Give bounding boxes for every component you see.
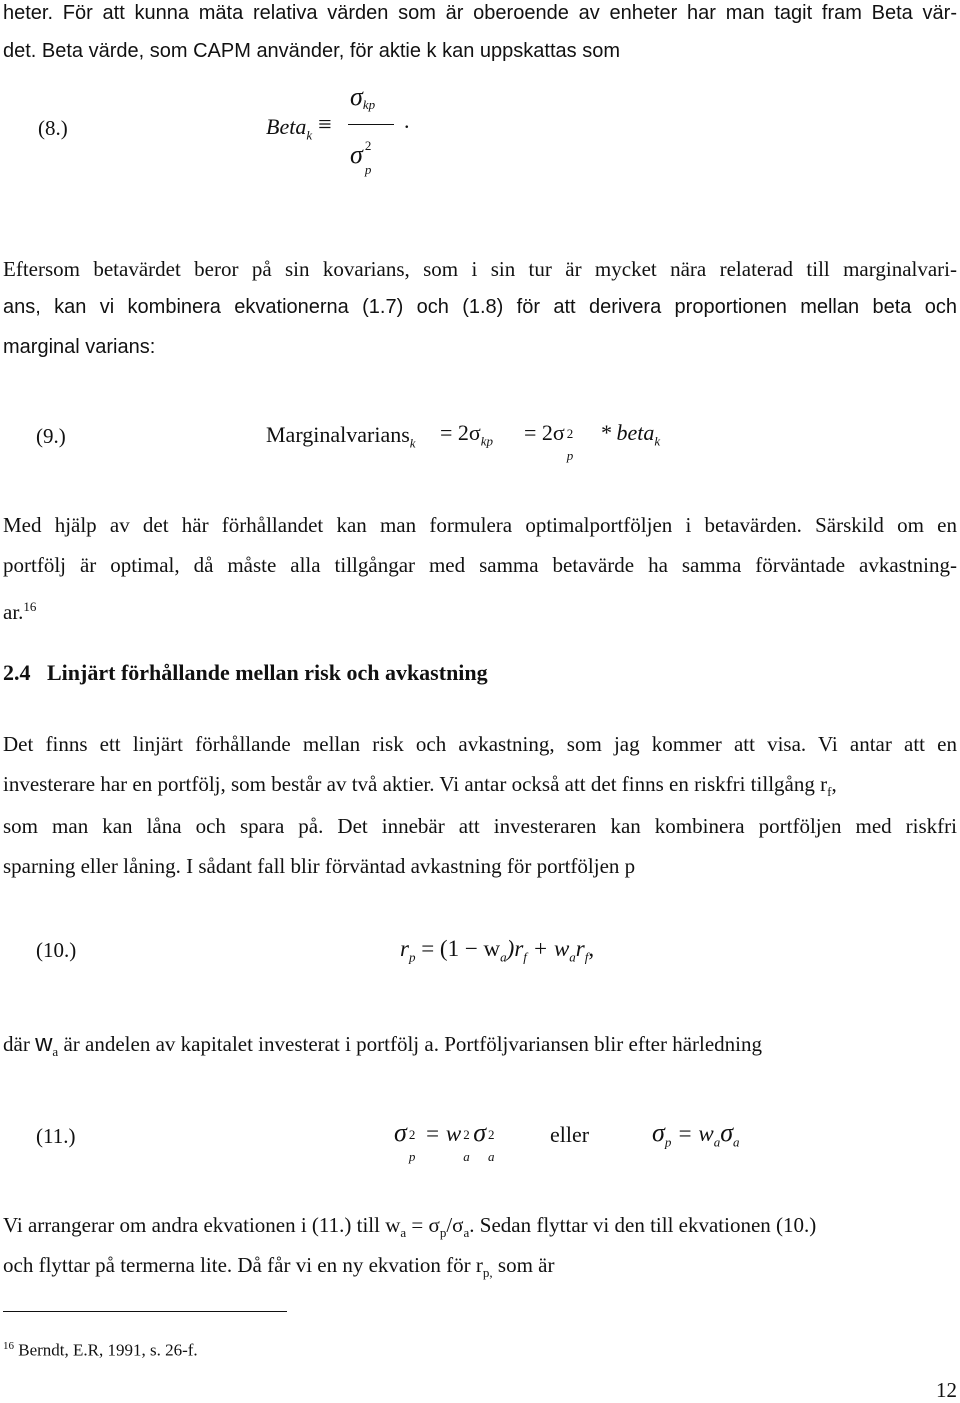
para3-line1: Med hjälp av det här förhållandet kan man formulera optimalportföljen i betavärden. Särskild om en: [3, 513, 957, 537]
para4-line3: som man kan låna och spara på. Det innebär att investeraren kan kombinera portföljen med riskfri: [3, 814, 957, 838]
para1-line1: heter. För att kunna mäta relativa värden som är oberoende av enheter har man tagit fram Beta vär-: [3, 2, 957, 24]
eq9-beta: * beta$_k$: [600, 420, 661, 449]
footnote-divider: [3, 1311, 287, 1312]
eq11-number: (11.): [36, 1124, 76, 1148]
eq11-eller: eller: [550, 1122, 590, 1147]
eq10-body: $r_p = (1 - w_a)r_f + w_ar_f$,: [400, 936, 595, 965]
eq9-lhs: Marginalvarians$_k$: [266, 422, 416, 451]
section-heading: 2.4 Linjärt förhållande mellan risk och avkastning: [3, 660, 488, 685]
footnote-ref-16[interactable]: 16: [23, 599, 37, 614]
footnote-16: $^{16}$ Berndt, E.R, 1991, s. 26-f.: [3, 1340, 198, 1360]
para2-line3: marginal varians:: [3, 336, 156, 358]
eq8-number: (8.): [38, 116, 68, 140]
para4-line2: investerare har en portfölj, som består av två aktier. Vi antar också att det finns en riskfri tillgång $r_f$,: [3, 772, 837, 800]
eq8-period: .: [404, 108, 410, 133]
eq8-denominator: σ 2 p: [350, 138, 372, 177]
eq10-number: (10.): [36, 938, 77, 962]
para4-line1: Det finns ett linjärt förhållande mellan risk och avkastning, som jag kommer att visa. Vi antar att en: [3, 732, 957, 756]
eq11-left: σ 2 p = w 2 a σ 2 a: [394, 1118, 495, 1164]
eq8-fraction-bar: [348, 124, 394, 125]
para5-line: där $w_a$ är andelen av kapitalet investerat i portfölj a. Portföljvariansen blir efter härledning: [3, 1030, 763, 1060]
eq8-lhs: Beta$_k$: [266, 114, 313, 143]
eq8-numerator: $\sigma_{kp}$: [350, 82, 376, 113]
eq11-right: $\sigma_p = w_a\sigma_a$: [652, 1118, 740, 1150]
eq8-op: ≡: [318, 112, 332, 138]
page-number: 12: [936, 1378, 957, 1402]
eq9-term1: = $2\sigma_{kp}$: [440, 420, 494, 449]
para3-line2: portfölj är optimal, då måste alla tillgångar med samma betavärde ha samma förväntade avkastning-: [3, 553, 957, 577]
para6-line2: och flyttar på termerna lite. Då får vi en ny ekvation för $r_{p,}$ som är: [3, 1253, 555, 1281]
para3-line3: ar.$^{16}$: [3, 599, 37, 624]
eq9-number: (9.): [36, 424, 66, 448]
para6-line1: Vi arrangerar om andra ekvationen i (11.) till $w_a = \sigma_p/\sigma_a$. Sedan flyttar vi den till ekvationen (10.): [3, 1213, 817, 1241]
para2-line2: ans, kan vi kombinera ekvationerna (1.7) och (1.8) för att derivera proportionen mellan beta och: [3, 296, 957, 318]
para1-line2: det. Beta värde, som CAPM använder, för aktie k kan uppskattas som: [3, 40, 620, 62]
para2-line1: Eftersom betavärdet beror på sin kovarians, som i sin tur är mycket nära relaterad till marginalvari-: [3, 257, 957, 281]
eq9-term2: = 2σ 2 p: [524, 420, 574, 463]
para4-line4: sparning eller låning. I sådant fall blir förväntad avkastning för portföljen p: [3, 854, 636, 878]
